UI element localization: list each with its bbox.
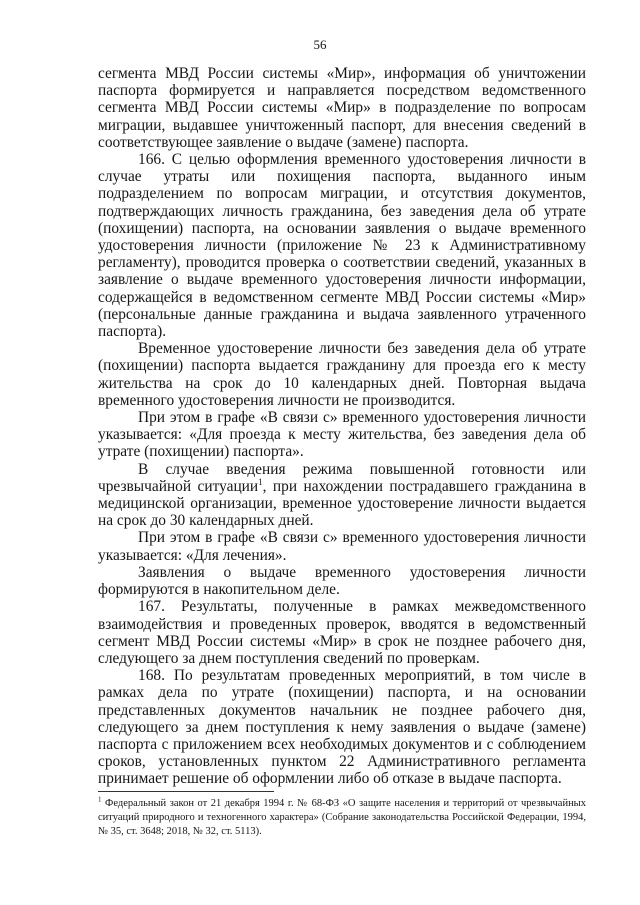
paragraph-accumulative-file: Заявления о выдаче временного удостоверения личности формируются в накопительном деле.	[98, 563, 586, 599]
paragraph-travel-note: При этом в графе «В связи с» временного удостоверения личности указывается: «Для проезда к месту жительства, без заведения дела об утрате (похищении) паспорта».	[98, 409, 586, 461]
footnote-divider	[98, 791, 274, 792]
footnote-marker: 1	[98, 795, 102, 804]
footnote-text: Федеральный закон от 21 декабря 1994 г. № 68-ФЗ «О защите населения и территорий от чрезвычайных ситуаций природного и техногенного характера» (Собрание законодательства Российской Федерации, 1994, № 35, ст. 3648; 2018, № 32, ст. 5113).	[98, 798, 586, 837]
paragraph-continuation: сегмента МВД России системы «Мир», информация об уничтожении паспорта формируется и направляется посредством ведомственного сегмента МВД России системы «Мир» в подразделение по вопросам миграции, выдавшее уничтоженный паспорт, для внесения сведений в соответствующее заявление о выдаче (замене) паспорта.	[98, 65, 586, 151]
paragraph-temporary-id: Временное удостоверение личности без заведения дела об утрате (похищении) паспорта выдается гражданину для проезда его к месту жительства на срок до 10 календарных дней. Повторная выдача временного удостоверения личности не производится.	[98, 340, 586, 409]
paragraph-168: 168. По результатам проведенных мероприятий, в том числе в рамках дела по утрате (похищении) паспорта, и на основании представленных документов начальник не позднее рабочего дня, следующего за днем поступления к нему заявления о выдаче (замене) паспорта с приложением всех необходимых документов и с соблюдением сроков, установленных пунктом 22 Административного регламента принимает решение об оформлении либо об отказе в выдаче паспорта.	[98, 667, 586, 788]
paragraph-166: 166. С целью оформления временного удостоверения личности в случае утраты или похищения паспорта, выданного иным подразделением по вопросам миграции, и отсутствия документов, подтверждающих личность гражданина, без заведения дела об утрате (похищении) паспорта, на основании заявления о выдаче временного удостоверения личности (приложение № 23 к Административному регламенту), проводится проверка о соответствии сведений, указанных в заявление о выдаче временного удостоверения личности информации, содержащейся в ведомственном сегменте МВД России системы «Мир» (персональные данные гражданина и выдача заявленного утраченного паспорта).	[98, 151, 586, 341]
footnote	[98, 797, 586, 839]
paragraph-treatment-note: При этом в графе «В связи с» временного удостоверения личности указывается: «Для лечения».	[98, 529, 586, 564]
paragraph-emergency	[98, 461, 586, 530]
body-text	[98, 65, 586, 788]
paragraph-167: 167. Результаты, полученные в рамках межведомственного взаимодействия и проведенных проверок, вводятся в ведомственный сегмент МВД России системы «Мир» в срок не позднее рабочего дня, следующего за днем поступления сведений по проверкам.	[98, 598, 586, 667]
emergency-text-start: В случае введения режима повышенной готовности или чрезвычайной ситуации	[98, 460, 586, 495]
footnote-reference: 1	[258, 476, 263, 487]
page-number: 56	[313, 37, 327, 52]
emergency-text-end: , при нахождении пострадавшего гражданина в медицинской организации, временное удостоверение личности выдается на срок до 30 календарных дней.	[98, 477, 586, 530]
